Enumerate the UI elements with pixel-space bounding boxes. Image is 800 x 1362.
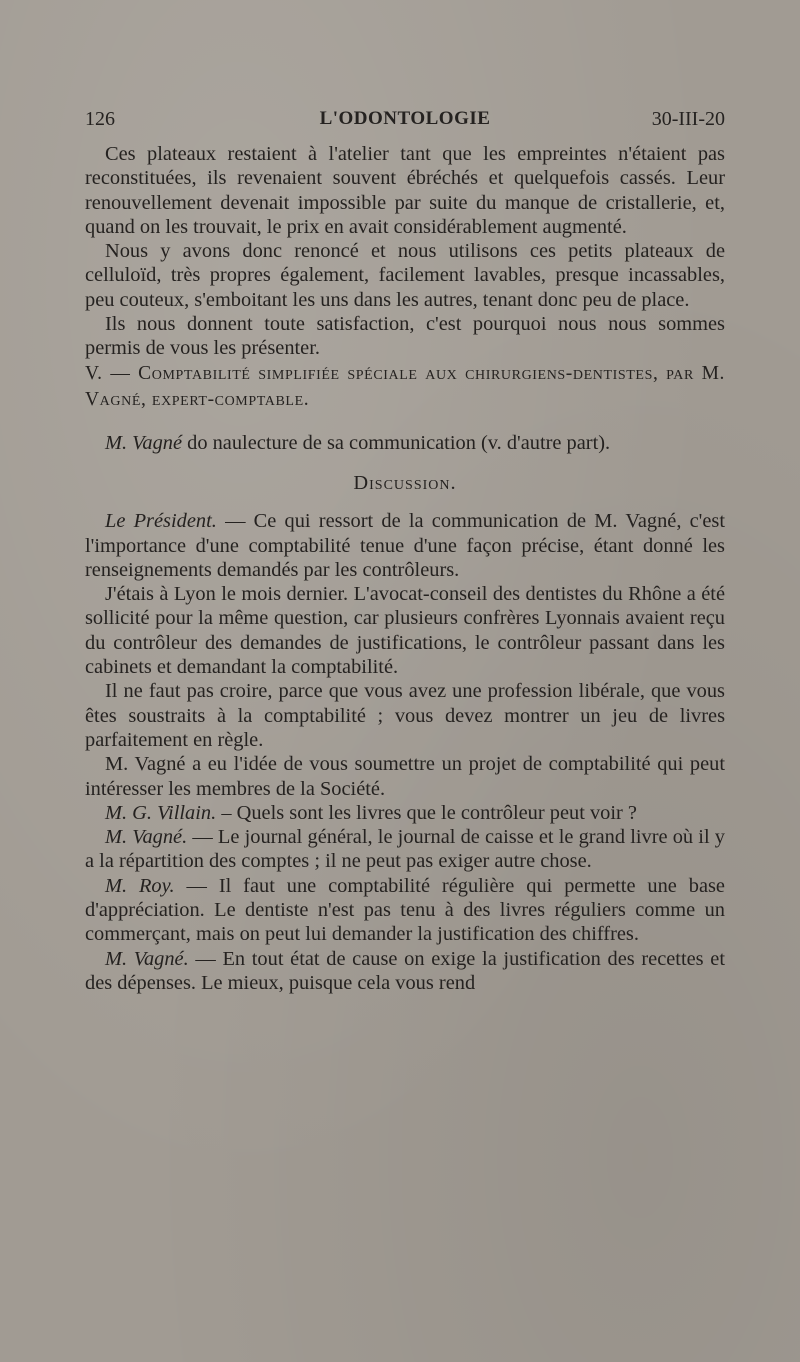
speaker-name: Le Président. (105, 510, 217, 533)
discussion-entry (85, 874, 725, 947)
section-heading (85, 361, 725, 413)
speaker-name: M. Vagné (105, 431, 183, 454)
article-body (85, 142, 725, 995)
entry-text: Il ne faut pas croire, parce que vous avez une profession libérale, que vous êtes soustraits à la comptabilité ; vous devez montrer un jeu de livres parfaitement en règle. (85, 680, 725, 751)
discussion-entry (85, 801, 725, 825)
speaker-name: M. Vagné. (105, 826, 188, 849)
entry-text: — Ce qui ressort de la communication de M. Vagné, c'est l'importance d'une comptabilité tenue d'une façon précise, étant donné les renseignements demandés par les contrôleurs. (85, 510, 725, 581)
discussion-title: Discussion. (353, 471, 457, 494)
entry-text: – Quels sont les livres que le contrôleur peut voir ? (221, 801, 637, 824)
running-header (85, 108, 725, 138)
speaker-name: M. Vagné. (105, 947, 189, 970)
section-title: Comptabilité simplifiée spéciale aux chirurgiens-dentistes, par M. Vagné, expert-comptable. (85, 362, 725, 410)
entry-text: — Il faut une comptabilité régulière qui permette une base d'appréciation. Le dentiste n'est pas tenu à des livres réguliers comme un commerçant, mais on peut lui demander la justification des chiffres. (85, 874, 725, 946)
entry-text: — En tout état de cause on exige la justification des recettes et des dépenses. Le mieux, puisque cela vous rend (85, 947, 725, 994)
speaker-name: M. Roy. (105, 874, 175, 897)
entry-text: J'étais à Lyon le mois dernier. L'avocat-conseil des dentistes du Rhône a été sollicité pour la même question, car plusieurs confrères Lyonnais avaient reçu du contrôleur des demandes de justifications, le contrôleur passant dans les cabinets et demandant la comptabilité. (85, 583, 725, 679)
discussion-entry (85, 679, 725, 752)
discussion-entry (85, 947, 725, 996)
speaker-name: M. G. Villain. (105, 801, 217, 824)
page-number: 126 (85, 108, 115, 130)
issue-date: 30-III-20 (651, 108, 725, 130)
reading-note (85, 431, 725, 455)
paragraph: Ils nous donnent toute satisfaction, c'est pourquoi nous nous sommes permis de vous les présenter. (85, 313, 725, 360)
discussion-entry (85, 582, 725, 679)
discussion-entry (85, 752, 725, 801)
reading-text: do naulecture de sa communication (v. d'autre part). (187, 431, 611, 454)
journal-title: L'ODONTOLOGIE (319, 108, 491, 129)
paragraph: Ces plateaux restaient à l'atelier tant que les empreintes n'étaient pas reconstituées, ils revenaient souvent ébréchés et quelquefois cassés. Leur renouvellement devenait impossible par suite du manque de cristallerie, et, quand on les trouvait, le prix en avait considérablement augmenté. (85, 143, 725, 238)
entry-text: — Le journal général, le journal de caisse et le grand livre où il y a la répartition des comptes ; il ne peut pas exiger autre chose. (85, 826, 725, 873)
discussion-entry (85, 825, 725, 874)
discussion-entry (85, 509, 725, 582)
paragraph: Nous y avons donc renoncé et nous utilisons ces petits plateaux de celluloïd, très propres également, facilement lavables, presque incassables, peu couteux, s'emboitant les uns dans les autres, tenant donc peu de place. (85, 240, 725, 311)
entry-text: M. Vagné a eu l'idée de vous soumettre un projet de comptabilité qui peut intéresser les membres de la Société. (85, 753, 725, 800)
section-number: V. — (85, 362, 131, 384)
